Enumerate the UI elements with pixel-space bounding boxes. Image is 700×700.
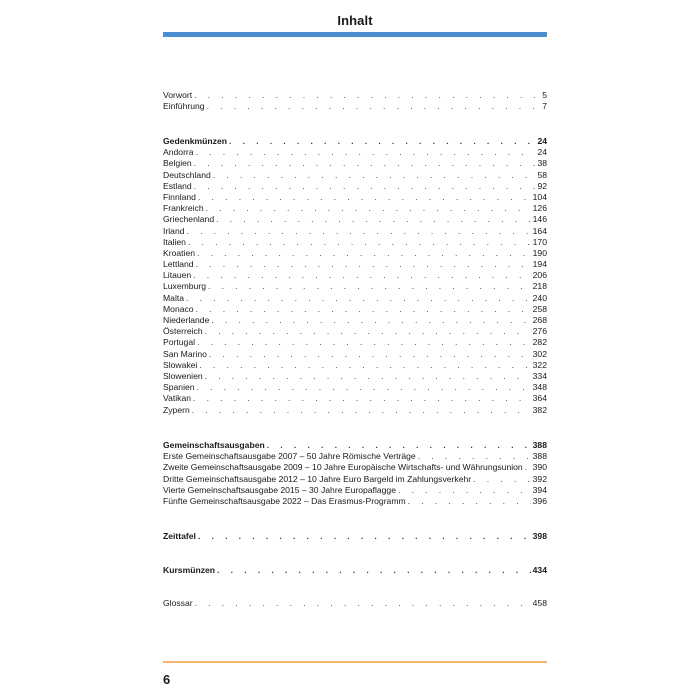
toc-heading-gedenkmuenzen[interactable]: [163, 136, 547, 147]
toc-entry[interactable]: [163, 281, 547, 292]
toc-entry-page: 146: [532, 214, 547, 225]
toc-entry-label: Glossar: [163, 598, 193, 608]
toc-entry-page: 388: [532, 451, 547, 462]
toc-entry-label: Monaco: [163, 303, 194, 314]
toc-entry-label: Andorra: [163, 147, 194, 158]
dot-leader: [213, 170, 536, 181]
toc-heading-page: 388: [532, 440, 547, 450]
dot-leader: [398, 485, 531, 496]
toc-entry[interactable]: [163, 315, 547, 326]
toc-entry-page: 334: [532, 370, 547, 381]
toc-entry-label: Litauen: [163, 270, 192, 281]
dot-leader: [195, 598, 531, 609]
toc-entry-label: Erste Gemeinschaftsausgabe 2007 – 50 Jahre Römische Verträge: [163, 451, 416, 462]
toc-entry-glossar[interactable]: [163, 598, 547, 609]
toc-entry[interactable]: [163, 181, 547, 192]
page-title: Inhalt: [337, 13, 373, 28]
toc-entry[interactable]: [163, 371, 547, 382]
toc-section-gedenkmuenzen: [163, 136, 547, 416]
dot-leader: [267, 440, 531, 451]
dot-leader: [216, 214, 531, 225]
toc-entry[interactable]: [163, 393, 547, 404]
toc-entry-label: Dritte Gemeinschaftsausgabe 2012 – 10 Jahre Euro Bargeld im Zahlungsverkehr: [163, 473, 472, 484]
toc-entry-page: 458: [532, 598, 547, 608]
dot-leader: [205, 326, 531, 337]
toc-entry[interactable]: [163, 474, 547, 485]
toc-entry[interactable]: [163, 462, 547, 473]
dot-leader: [209, 349, 531, 360]
toc-entry-page: 240: [532, 292, 547, 303]
dot-leader: [196, 259, 531, 270]
toc-entry[interactable]: [163, 326, 547, 337]
toc-section-glossar: [163, 598, 547, 609]
toc-entry-label: Vorwort: [163, 90, 193, 100]
dot-leader: [525, 462, 531, 473]
toc-entry[interactable]: [163, 259, 547, 270]
toc-entry[interactable]: [163, 382, 547, 393]
toc-entry-label: Österreich: [163, 326, 203, 337]
toc-entry-page: 58: [537, 169, 547, 180]
dot-leader: [197, 248, 531, 259]
dot-leader: [211, 315, 530, 326]
dot-leader: [194, 90, 540, 101]
dot-leader: [208, 281, 531, 292]
toc-entry-page: 382: [532, 404, 547, 415]
toc-entry-page: 322: [532, 359, 547, 370]
toc-entry-page: 126: [532, 203, 547, 214]
toc-entry[interactable]: [163, 293, 547, 304]
dot-leader: [186, 293, 531, 304]
toc-entry-page: 104: [532, 191, 547, 202]
toc-entry-page: 394: [532, 484, 547, 495]
dot-leader: [194, 181, 536, 192]
toc-entry[interactable]: [163, 237, 547, 248]
toc-entry-label: Griechenland: [163, 214, 215, 225]
dot-leader: [473, 474, 531, 485]
toc-entry-page: 38: [537, 158, 547, 169]
toc-entry-einfuehrung[interactable]: [163, 101, 547, 112]
toc-entry-label: Malta: [163, 292, 185, 303]
toc-entry-label: Zypern: [163, 404, 190, 415]
toc-entry-page: 390: [532, 462, 547, 473]
toc-entry-label: Fünfte Gemeinschaftsausgabe 2022 – Das Erasmus-Programm: [163, 495, 406, 506]
toc-entry[interactable]: [163, 349, 547, 360]
toc-entry-page: 170: [532, 236, 547, 247]
toc-entry-page: 218: [532, 281, 547, 292]
toc-entry[interactable]: [163, 270, 547, 281]
dot-leader: [205, 371, 531, 382]
toc-entry-label: Slowenien: [163, 370, 203, 381]
toc-entry[interactable]: [163, 451, 547, 462]
dot-leader: [196, 304, 531, 315]
toc-section-intro: [163, 90, 547, 112]
toc-entry[interactable]: [163, 226, 547, 237]
toc-entry-label: Finnland: [163, 191, 196, 202]
toc-entry-label: San Marino: [163, 348, 207, 359]
toc-entry[interactable]: [163, 214, 547, 225]
toc-heading-gemeinschaftsausgaben[interactable]: [163, 440, 547, 451]
toc-entry-vorwort[interactable]: [163, 90, 547, 101]
toc-entry-page: 24: [537, 147, 547, 158]
title-rule: [163, 32, 547, 37]
toc-entry-label: Niederlande: [163, 315, 210, 325]
dot-leader: [192, 405, 531, 416]
toc-entry-label: Portugal: [163, 337, 196, 348]
toc-entry-page: 396: [532, 495, 547, 506]
toc-entry-label: Belgien: [163, 158, 192, 169]
toc-entry-page: 7: [542, 101, 547, 112]
toc-entry-page: 92: [537, 180, 547, 191]
toc-entry[interactable]: [163, 147, 547, 158]
toc-entry-label: Estland: [163, 180, 192, 191]
toc-entry-page: 268: [532, 315, 547, 325]
toc-section-zeittafel: [163, 531, 547, 542]
toc-entry[interactable]: [163, 337, 547, 348]
dot-leader: [198, 531, 531, 542]
toc-entry-page: 392: [532, 473, 547, 484]
toc-entry-label: Lettland: [163, 259, 194, 270]
toc-entry[interactable]: [163, 304, 547, 315]
dot-leader: [188, 237, 531, 248]
dot-leader: [197, 337, 531, 348]
dot-leader: [187, 226, 531, 237]
toc-heading-label: Kursmünzen: [163, 565, 216, 575]
toc-entry-page: 194: [532, 259, 547, 270]
toc-entry-page: 258: [532, 303, 547, 314]
page-number: 6: [163, 672, 171, 687]
toc-entry[interactable]: [163, 496, 547, 507]
toc-entry-label: Vatikan: [163, 393, 192, 404]
toc-entry[interactable]: [163, 485, 547, 496]
toc-entry-page: 302: [532, 348, 547, 359]
toc-entry-page: 164: [532, 225, 547, 236]
dot-leader: [408, 496, 531, 507]
toc-entry[interactable]: [163, 405, 547, 416]
dot-leader: [196, 147, 536, 158]
toc-entry-label: Einführung: [163, 101, 205, 112]
dot-leader: [197, 382, 531, 393]
dot-leader: [207, 101, 541, 112]
toc-entry-page: 364: [532, 393, 547, 404]
toc-heading-zeittafel[interactable]: [163, 531, 547, 542]
toc-entry-label: Kroatien: [163, 247, 196, 258]
toc-entry-label: Italien: [163, 236, 186, 247]
toc-entry-page: 190: [532, 247, 547, 258]
toc-heading-kursmuenzen[interactable]: [163, 565, 547, 576]
toc-entry-label: Vierte Gemeinschaftsausgabe 2015 – 30 Jahre Europaflagge: [163, 484, 396, 495]
dot-leader: [217, 565, 531, 576]
toc-entry-label: Frankreich: [163, 203, 204, 214]
toc-entry[interactable]: [163, 158, 547, 169]
toc-entry-page: 206: [532, 270, 547, 281]
dot-leader: [198, 192, 531, 203]
toc-entry-label: Deutschland: [163, 169, 211, 180]
toc-entry-label: Spanien: [163, 382, 195, 393]
dot-leader: [193, 270, 530, 281]
toc-entry-page: 282: [532, 337, 547, 348]
toc-heading-label: Zeittafel: [163, 531, 196, 541]
toc-entry[interactable]: [163, 360, 547, 371]
footer-rule: [163, 661, 547, 663]
toc-entry-page: 5: [542, 90, 547, 100]
toc-heading-page: 434: [532, 565, 547, 575]
toc-section-kursmuenzen: [163, 565, 547, 576]
dot-leader: [206, 203, 531, 214]
dot-leader: [229, 136, 535, 147]
toc-entry[interactable]: [163, 192, 547, 203]
dot-leader: [199, 360, 530, 371]
toc-entry-label: Luxemburg: [163, 281, 206, 292]
toc-entry-label: Slowakei: [163, 359, 198, 370]
toc-section-gemeinschaftsausgaben: [163, 440, 547, 507]
toc-heading-label: Gemeinschaftsausgaben: [163, 440, 265, 450]
dot-leader: [418, 451, 531, 462]
dot-leader: [194, 158, 536, 169]
toc-entry-page: 276: [532, 326, 547, 337]
toc-heading-page: 398: [532, 531, 547, 541]
toc-entry-page: 348: [532, 382, 547, 393]
toc-entry-label: Zweite Gemeinschaftsausgabe 2009 – 10 Jahre Europäische Wirtschafts- und Währungsunion: [163, 462, 523, 473]
toc-entry-label: Irland: [163, 225, 185, 236]
dot-leader: [193, 393, 531, 404]
toc-entry[interactable]: [163, 248, 547, 259]
toc-heading-page: 24: [537, 136, 547, 146]
toc-entry[interactable]: [163, 203, 547, 214]
toc-entry[interactable]: [163, 170, 547, 181]
toc-heading-label: Gedenkmünzen: [163, 136, 227, 146]
